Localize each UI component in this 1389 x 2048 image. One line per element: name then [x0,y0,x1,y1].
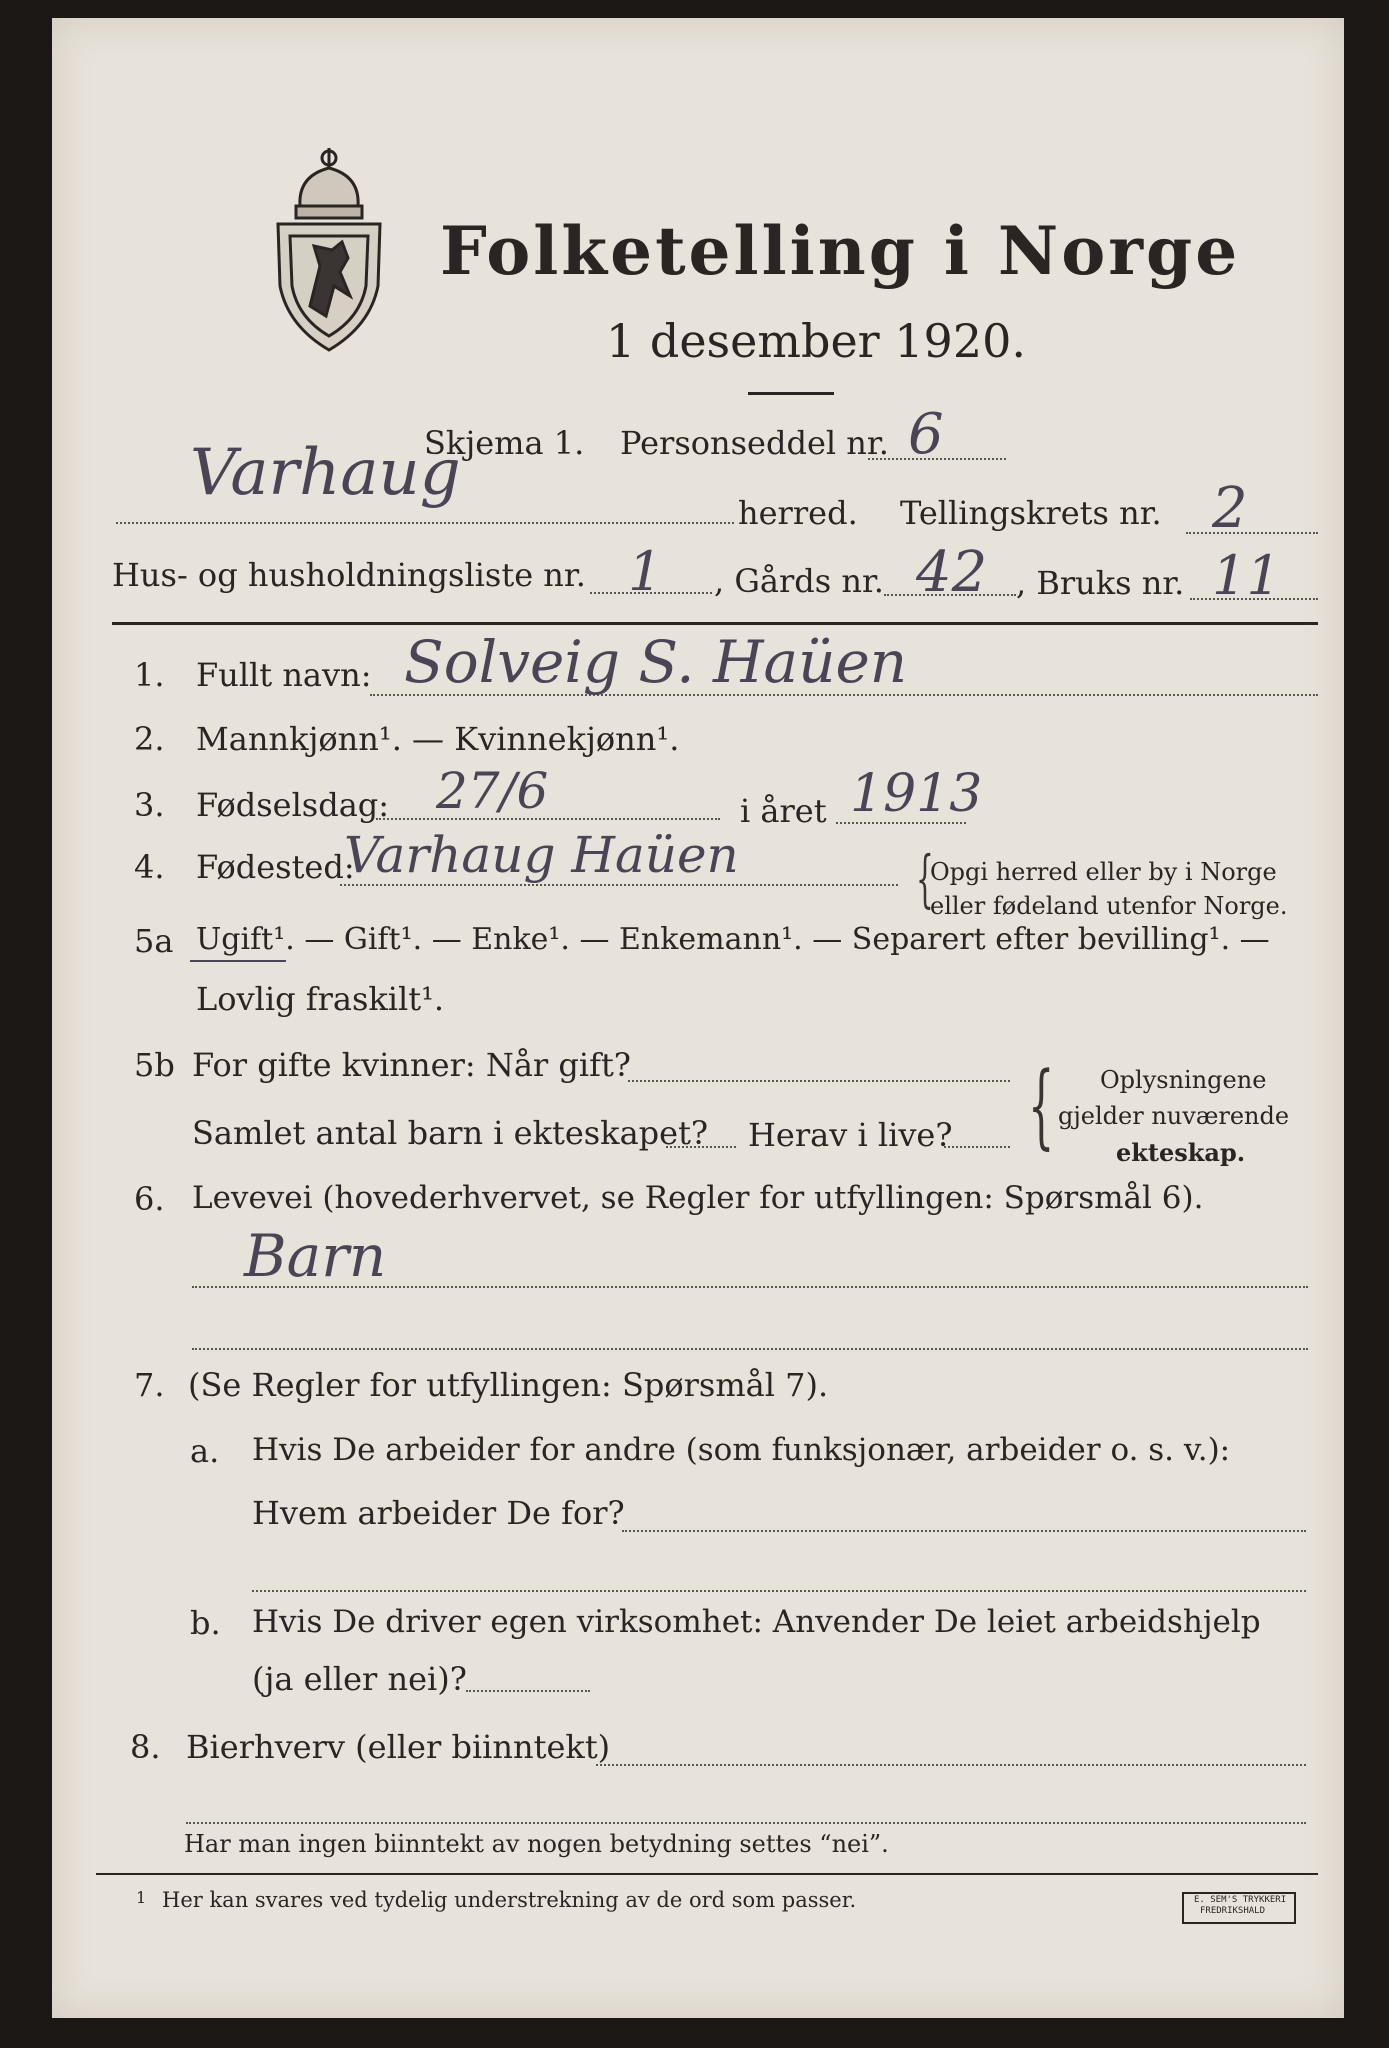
q7-number: 7. [134,1366,165,1404]
bruks-label: , Bruks nr. [1016,564,1185,602]
occupation-field-1[interactable] [192,1286,1308,1288]
q3-label: Fødselsdag: [196,786,390,824]
employer-field-1[interactable] [622,1530,1306,1532]
q8-number: 8. [130,1728,161,1766]
q1-label: Fullt navn: [196,656,372,694]
marital-status-options-2[interactable]: Lovlig fraskilt¹. [196,980,445,1018]
q7b-line2: (ja eller nei)? [252,1660,467,1698]
herred-label: herred. [738,494,858,532]
hus-value: 1 [628,540,663,603]
q7b-letter: b. [190,1604,221,1642]
header-divider [112,622,1318,625]
marriage-note-2: gjelder nuværende [1058,1102,1290,1130]
footnote-divider [96,1873,1318,1875]
children-total-label: Samlet antal barn i ekteskapet? [192,1114,709,1152]
herred-field[interactable] [116,522,734,524]
marital-status-options[interactable]: Ugift¹. — Gift¹. — Enke¹. — Enkemann¹. — Separert efter bevilling¹. — [196,922,1270,957]
full-name-value: Solveig S. Haüen [404,628,908,696]
footnote-mark: 1 [136,1888,147,1907]
birthday-value: 27/6 [436,762,549,820]
personseddel-label: Personseddel nr. [620,424,889,462]
tellingskrets-value: 2 [1212,476,1248,541]
marriage-brace: { [1028,1052,1055,1159]
birth-year-value: 1913 [850,764,983,824]
personseddel-value: 6 [908,402,944,467]
hus-label: Hus- og husholdningsliste nr. [112,556,586,594]
q1-number: 1. [134,656,165,694]
q6-number: 6. [134,1180,165,1218]
gender-options[interactable]: Mannkjønn¹. — Kvinnekjønn¹. [196,720,680,758]
married-when-field[interactable] [628,1080,1010,1082]
gards-label: , Gårds nr. [714,562,884,600]
q5b-number: 5b [134,1046,175,1084]
title-divider [748,392,834,395]
children-alive-label: Herav i live? [748,1116,953,1154]
side-income-note: Har man ingen biinntekt av nogen betydning settes “nei”. [184,1830,889,1858]
tellingskrets-label: Tellingskrets nr. [900,494,1162,532]
birthplace-note-1: Opgi herred eller by i Norge [930,858,1277,886]
q3-number: 3. [134,786,165,824]
occupation-value: Barn [244,1222,387,1290]
marriage-note-1: Oplysningene [1100,1066,1267,1094]
ugift-underline [190,960,286,962]
side-income-field-1[interactable] [596,1764,1306,1766]
bruks-value: 11 [1212,544,1281,607]
printer-stamp-line-1: E. SEM'S TRYKKERI [1194,1895,1287,1905]
birthplace-value: Varhaug Haüen [344,826,739,884]
q4-label: Fødested: [196,848,355,886]
q6-label: Levevei (hovederhvervet, se Regler for utfyllingen: Spørsmål 6). [192,1180,1204,1216]
q7b-line1: Hvis De driver egen virksomhet: Anvender De leiet arbeidshjelp [252,1604,1261,1640]
side-income-field-2[interactable] [186,1822,1306,1824]
gards-value: 42 [916,540,988,605]
occupation-field-2[interactable] [192,1348,1308,1350]
birthplace-field[interactable] [340,884,898,886]
q7a-line1: Hvis De arbeider for andre (som funksjonær, arbeider o. s. v.): [252,1432,1231,1468]
q7-label: (Se Regler for utfyllingen: Spørsmål 7). [188,1366,829,1404]
q8-label: Bierhverv (eller biinntekt) [186,1728,611,1766]
children-alive-field[interactable] [944,1146,1010,1148]
coat-of-arms-icon [270,146,388,354]
tellingskrets-field[interactable] [1186,532,1318,534]
q4-number: 4. [134,848,165,886]
birthplace-brace: { [916,842,934,915]
marriage-note-3: ekteskap. [1116,1138,1246,1167]
hired-help-field[interactable] [466,1690,590,1692]
year-label: i året [740,792,827,830]
printer-stamp-line-2: FREDRIKSHALD [1200,1906,1266,1916]
census-date: 1 desember 1920. [606,314,1026,368]
employer-field-2[interactable] [252,1590,1306,1592]
married-when-label: For gifte kvinner: Når gift? [192,1046,631,1084]
form-title: Folketelling i Norge [440,212,1241,290]
birthplace-note-2: eller fødeland utenfor Norge. [930,892,1288,920]
q7a-letter: a. [190,1432,220,1470]
q2-number: 2. [134,720,165,758]
herred-value: Varhaug [190,436,461,510]
q7a-line2: Hvem arbeider De for? [252,1494,625,1532]
q5a-number: 5a [134,922,174,960]
footnote-text: Her kan svares ved tydelig understrekning av de ord som passer. [162,1888,857,1912]
skjema-label: Skjema 1. [424,424,585,462]
children-total-field[interactable] [666,1146,736,1148]
